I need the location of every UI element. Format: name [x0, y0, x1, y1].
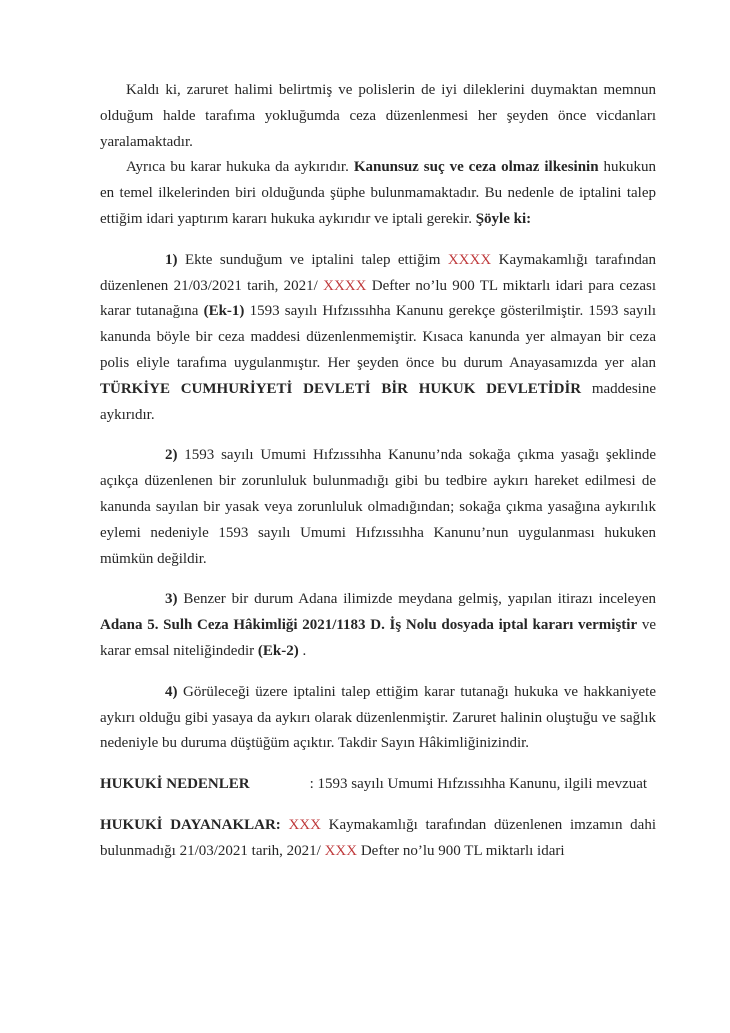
bold-run-ek-1: (Ek-1): [203, 303, 245, 320]
bold-run-soyle-ki: Şöyle ki:: [475, 210, 532, 227]
paragraph-hukuki-dayanaklar: [100, 813, 656, 865]
paragraph-madde-1: [100, 248, 656, 429]
text-run: Defter no’lu 900 TL miktarlı idari: [360, 842, 565, 859]
item-number: 2): [165, 447, 178, 464]
bold-run-emsal-karar: Adana 5. Sulh Ceza Hâkimliği 2021/1183 D. İş Nolu dosyada iptal kararı vermiştir: [100, 617, 638, 634]
text-run: 1593 sayılı Hıfzıssıhha Kanunu gerekçe gösterilmiştir. 1593 sayılı kanunda böyle bir ceza maddesi düzenlenmemiştir. Kısaca kanunda yer almayan bir ceza polis eliyle tarafıma uygulanmıştır. Her şeyden önce bu durum Anayasamızda yer alan: [100, 303, 657, 371]
paragraph-madde-3: [100, 587, 656, 664]
text-run: Ayrıca bu karar hukuka da aykırıdır.: [126, 159, 354, 176]
section-label-hukuki-dayanaklar: HUKUKİ DAYANAKLAR:: [100, 816, 289, 833]
text-run: 1593 sayılı Umumi Hıfzıssıhha Kanunu’nda sokağa çıkma yasağı şeklinde açıkça düzenlenen bir zorunluluk bulunmadığı gibi bu tedbire aykırı hareket edilmesi de kanunda sayılan bir yasak veya zorunluluk olmadığından; sokağa çıkma yasağına aykırılık eylemi nedeniyle 1593 sayılı Umumi Hıfzıssıhha Kanunu’nun uygulanması hukuken mümkün değildir.: [100, 447, 656, 567]
text-run: hukukun en temel ilkelerinden biri olduğunda şüphe bulunmamaktadır. Bu nedenle de iptalini talep ettiğim idari yaptırım kararı hukuka aykırıdır ve iptali gerekir.: [100, 159, 657, 227]
text-run: Defter no’lu 900 TL miktarlı idari para cezası karar tutanağına: [100, 277, 657, 320]
text-run: Kaymakamlığı tarafından düzenlenen 21/03/2021 tarih, 2021/: [100, 251, 657, 294]
paragraph-intro-hukuka-aykiri: [100, 155, 656, 232]
paragraph-intro-zaruret: [100, 78, 656, 155]
item-number: 1): [165, 251, 178, 268]
bold-run-hukuk-devleti: TÜRKİYE CUMHURİYETİ DEVLETİ BİR HUKUK DEVLETİDİR: [100, 380, 582, 397]
bold-run-kanunsuz-ilkesi: Kanunsuz suç ve ceza olmaz ilkesinin: [353, 159, 599, 176]
section-label-hukuki-nedenler: HUKUKİ NEDENLER: [100, 776, 250, 793]
item-number: 3): [165, 591, 178, 608]
bold-run-ek-2: (Ek-2): [257, 642, 299, 659]
text-run: Görüleceği üzere iptalini talep ettiğim karar tutanağı hukuka ve hakkaniyete aykırı olduğu gibi yasaya da aykırı olarak düzenlenmiştir. Zaruret halinin oluştuğu ve sağlık nedeniyle bu duruma düştüğüm açıktır. Takdir Sayın Hâkimliğinizindir.: [100, 683, 657, 752]
text-run: maddesine aykırıdır.: [100, 380, 657, 423]
paragraph-hukuki-nedenler: [100, 772, 656, 798]
text-run: Benzer bir durum Adana ilimizde meydana gelmiş, yapılan itirazı inceleyen: [183, 591, 656, 608]
text-run: Kaymakamlığı tarafından düzenlenen imzamın dahi bulunmadığı 21/03/2021 tarih, 2021/: [100, 816, 656, 859]
item-number: 4): [165, 683, 178, 700]
text-run: Ekte sunduğum ve iptalini talep ettiğim: [184, 251, 448, 268]
text-run: ve karar emsal niteliğindedir: [100, 617, 656, 659]
redacted-text: XXXX: [323, 277, 367, 294]
paragraph-madde-2: [100, 443, 656, 572]
redacted-text: XXXX: [447, 251, 492, 268]
text-run: Kaldı ki, zaruret halimi belirtmiş ve polislerin de iyi dileklerini duymaktan memnun olduğum halde tarafıma yokluğumda ceza düzenlenmesi her şeyden önce vicdanları yaralamaktadır.: [100, 82, 656, 150]
text-run: : 1593 sayılı Umumi Hıfzıssıhha Kanunu, ilgili mevzuat: [309, 776, 648, 793]
redacted-text: XXX: [324, 842, 358, 859]
redacted-text: XXX: [288, 816, 321, 833]
text-run: .: [302, 642, 307, 659]
paragraph-madde-4: [100, 680, 656, 757]
